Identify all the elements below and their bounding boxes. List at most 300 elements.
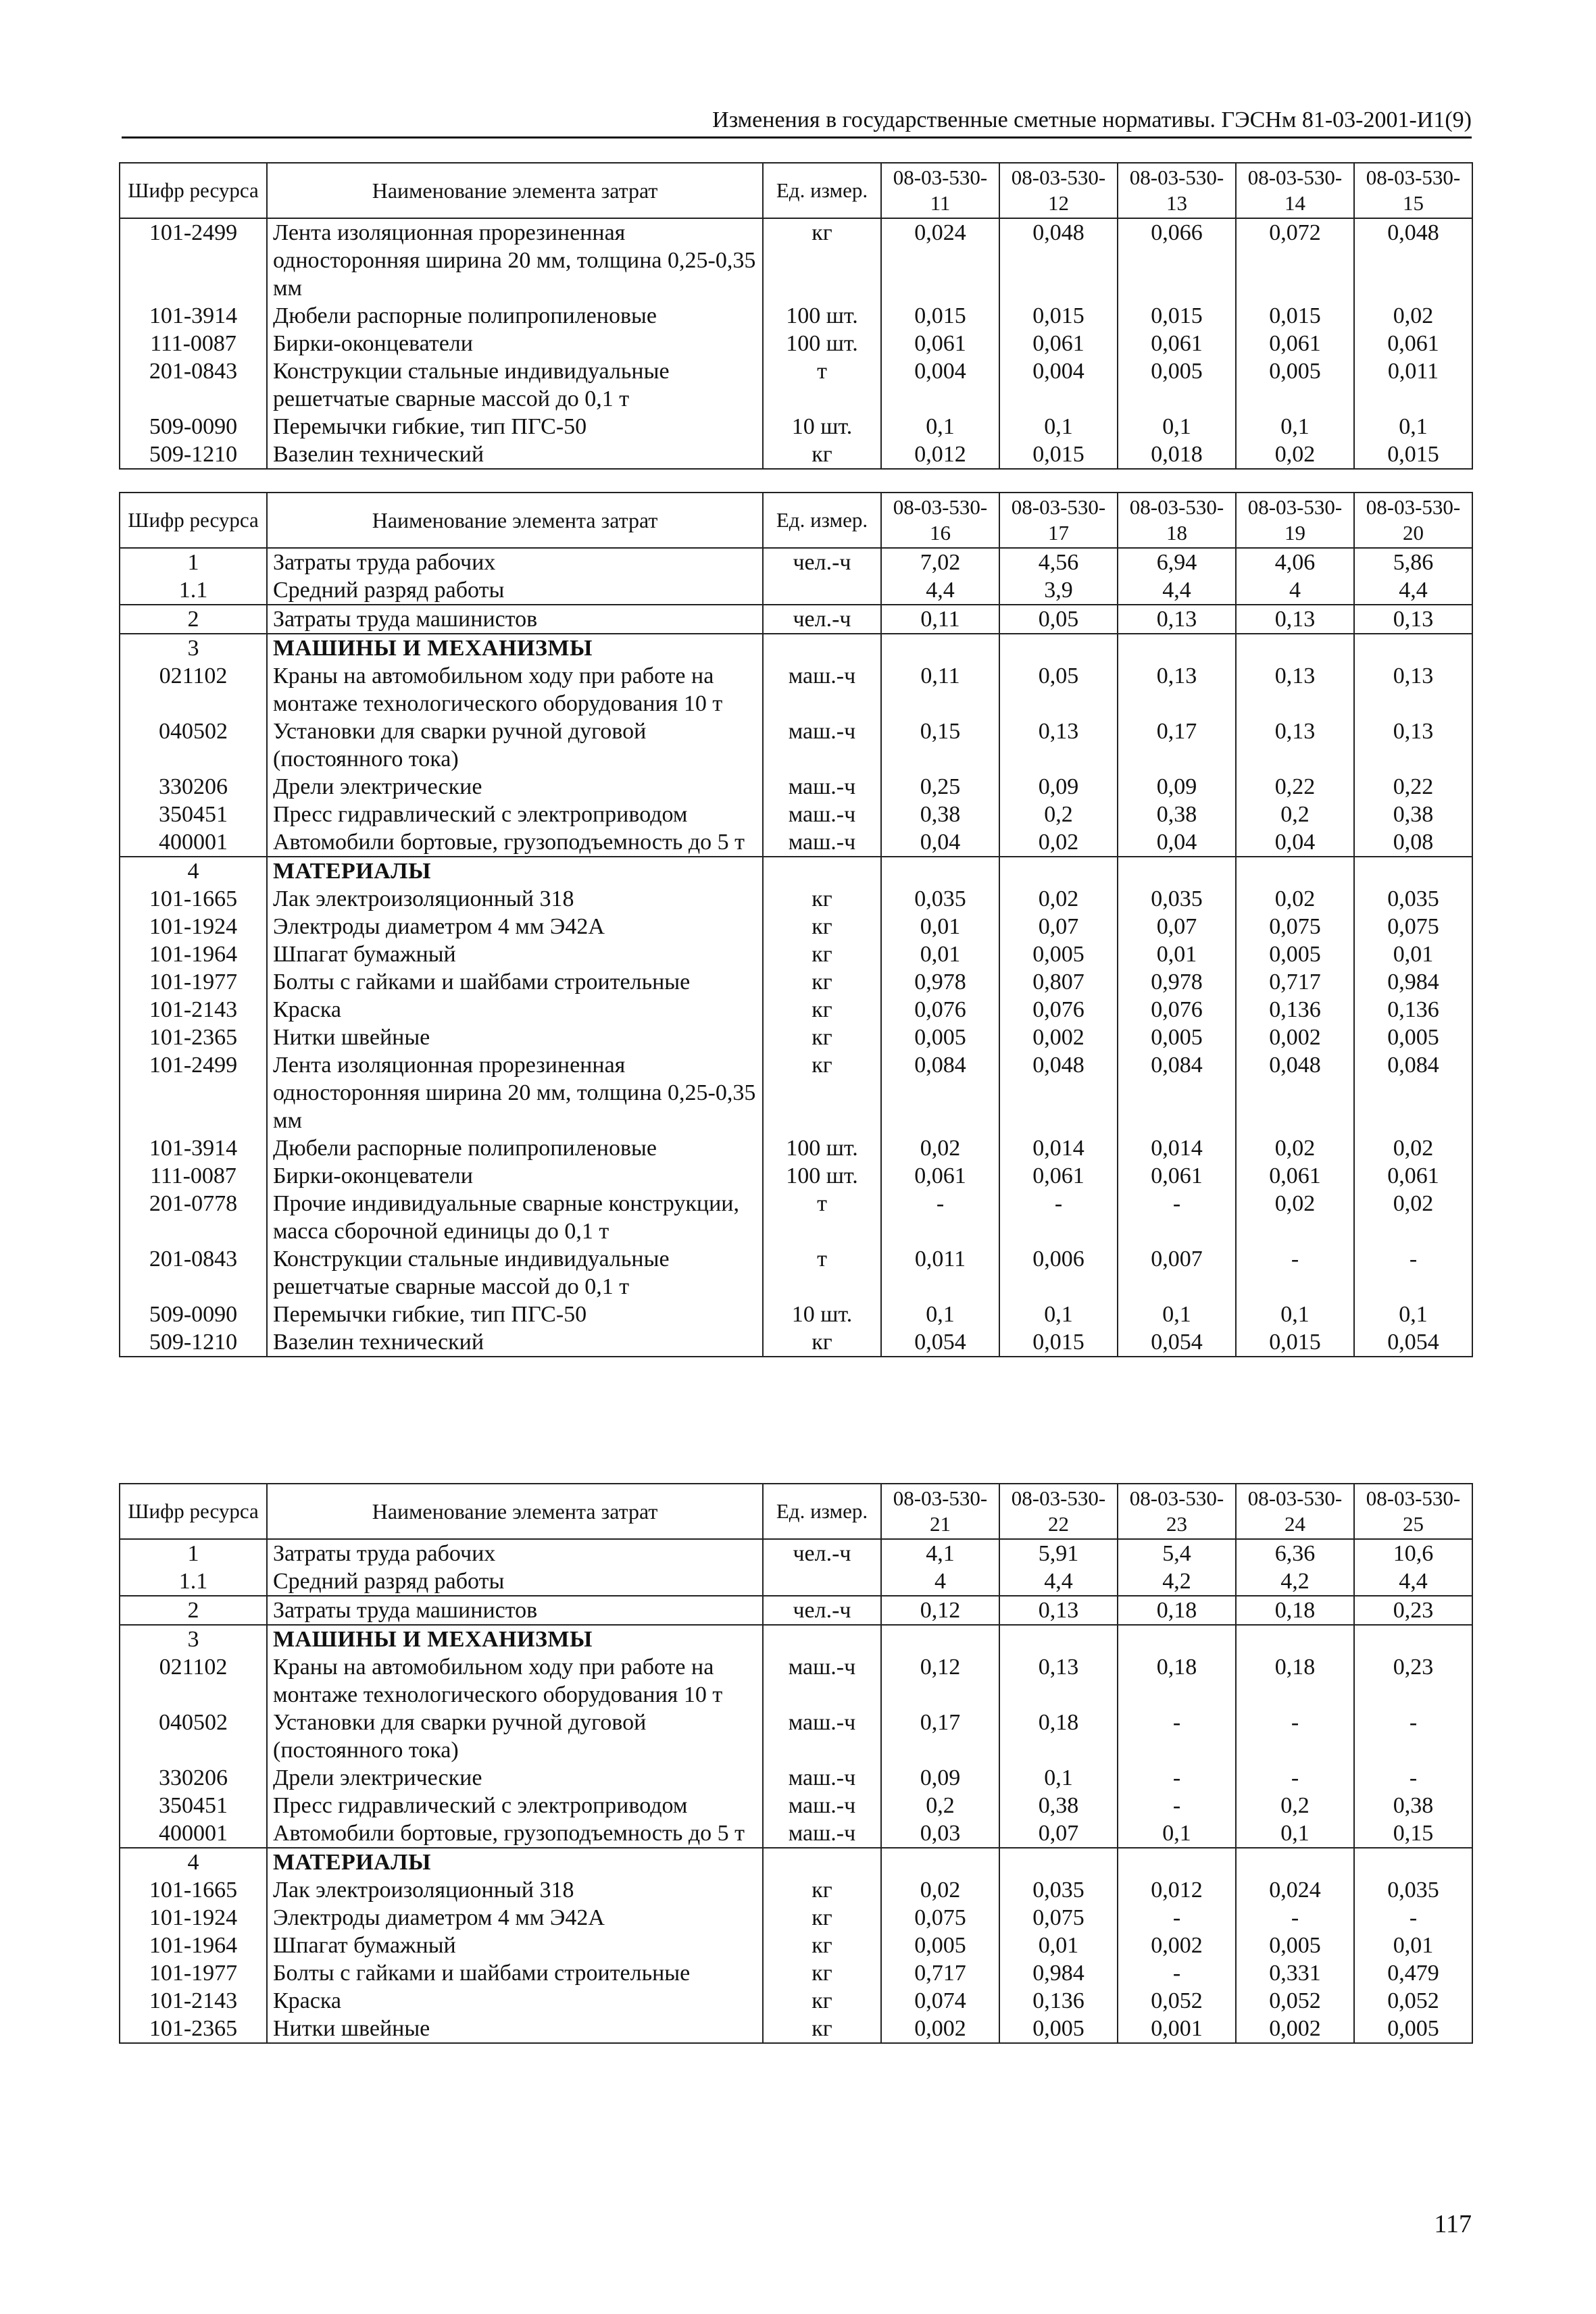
value-cell: 0,076: [1118, 996, 1236, 1024]
value-cell: 0,13: [1236, 662, 1354, 718]
value-cell: 0,04: [881, 828, 999, 857]
header-norm-code: 08-03-530-11: [881, 163, 999, 218]
value-cell: 4,4: [1354, 576, 1472, 605]
table-row: [120, 1134, 1472, 1162]
header-norm-code: 08-03-530-19: [1236, 493, 1354, 548]
value-cell: 0,061: [1236, 1162, 1354, 1190]
value-cell: 0,015: [1118, 302, 1236, 330]
table-row: [120, 1051, 1472, 1134]
unit-cell: кг: [763, 913, 881, 940]
unit-cell: 100 шт.: [763, 302, 881, 330]
value-cell: 0,005: [1354, 1024, 1472, 1051]
value-cell: 0,978: [881, 968, 999, 996]
value-cell: 0,02: [1236, 1134, 1354, 1162]
unit-cell: кг: [763, 2015, 881, 2043]
value-cell: 0,1: [1118, 1301, 1236, 1328]
table-row: [120, 1190, 1472, 1245]
header-norm-code: 08-03-530-17: [999, 493, 1118, 548]
unit-cell: кг: [763, 441, 881, 469]
value-cell: 0,006: [999, 1245, 1118, 1301]
value-cell: [1118, 1848, 1236, 1876]
value-cell: 4,1: [881, 1539, 999, 1567]
unit-cell: [763, 634, 881, 662]
table-row: [120, 801, 1472, 828]
value-cell: 0,035: [999, 1876, 1118, 1904]
value-cell: 0,1: [1354, 413, 1472, 441]
resource-name-cell: Краны на автомобильном ходу при работе на монтаже технологического оборудования 10 т: [267, 662, 763, 718]
resource-name-cell: МАТЕРИАЛЫ: [267, 1848, 763, 1876]
value-cell: [1354, 1848, 1472, 1876]
value-cell: [881, 1625, 999, 1653]
value-cell: 0,13: [1236, 605, 1354, 634]
value-cell: 0,084: [1118, 1051, 1236, 1134]
value-cell: 0,02: [999, 828, 1118, 857]
table-row: [120, 218, 1472, 302]
resource-name-cell: Конструкции стальные индивидуальные решетчатые сварные массой до 0,1 т: [267, 1245, 763, 1301]
page-header: Изменения в государственные сметные нормативы. ГЭСНм 81-03-2001-И1(9): [122, 107, 1472, 139]
unit-cell: [763, 1567, 881, 1596]
value-cell: -: [1118, 1959, 1236, 1987]
value-cell: 0,054: [1354, 1328, 1472, 1357]
unit-cell: т: [763, 1245, 881, 1301]
value-cell: 0,13: [1118, 662, 1236, 718]
value-cell: 4,56: [999, 548, 1118, 576]
resource-name-cell: Средний разряд работы: [267, 576, 763, 605]
value-cell: -: [1354, 1904, 1472, 1932]
table-row: [120, 996, 1472, 1024]
value-cell: 0,1: [1236, 1819, 1354, 1848]
resource-name-cell: Перемычки гибкие, тип ПГС-50: [267, 1301, 763, 1328]
value-cell: 4,4: [881, 576, 999, 605]
value-cell: 0,38: [999, 1792, 1118, 1819]
value-cell: 0,005: [1236, 357, 1354, 413]
page-number: 117: [1434, 2210, 1472, 2238]
table-row: [120, 1792, 1472, 1819]
resource-code-cell: 111-0087: [120, 330, 267, 357]
resource-code-cell: 201-0843: [120, 357, 267, 413]
value-cell: 0,061: [1354, 1162, 1472, 1190]
norms-table-3: [119, 1483, 1473, 2044]
table-row: [120, 357, 1472, 413]
table-row: [120, 968, 1472, 996]
value-cell: 0,02: [881, 1876, 999, 1904]
value-cell: 0,1: [881, 1301, 999, 1328]
unit-cell: маш.-ч: [763, 1764, 881, 1792]
value-cell: 0,061: [999, 1162, 1118, 1190]
unit-cell: 100 шт.: [763, 330, 881, 357]
resource-name-cell: Затраты труда рабочих: [267, 548, 763, 576]
value-cell: 4,2: [1236, 1567, 1354, 1596]
value-cell: 0,25: [881, 773, 999, 801]
value-cell: 0,15: [881, 718, 999, 773]
value-cell: 0,002: [1236, 1024, 1354, 1051]
value-cell: 0,11: [881, 605, 999, 634]
value-cell: -: [1236, 1764, 1354, 1792]
header-norm-code: 08-03-530-18: [1118, 493, 1236, 548]
resource-name-cell: Затраты труда машинистов: [267, 605, 763, 634]
resource-name-cell: Шпагат бумажный: [267, 940, 763, 968]
value-cell: 0,13: [1354, 662, 1472, 718]
value-cell: 0,011: [1354, 357, 1472, 413]
value-cell: 0,18: [1236, 1596, 1354, 1625]
resource-name-cell: Электроды диаметром 4 мм Э42А: [267, 913, 763, 940]
value-cell: 0,23: [1354, 1596, 1472, 1625]
value-cell: 0,035: [1118, 885, 1236, 913]
resource-name-cell: Лента изоляционная прорезиненная односторонняя ширина 20 мм, толщина 0,25-0,35 мм: [267, 218, 763, 302]
value-cell: 0,012: [1118, 1876, 1236, 1904]
value-cell: 0,2: [1236, 801, 1354, 828]
value-cell: -: [1118, 1904, 1236, 1932]
value-cell: 10,6: [1354, 1539, 1472, 1567]
value-cell: 0,072: [1236, 218, 1354, 302]
value-cell: [999, 1625, 1118, 1653]
resource-name-cell: Краска: [267, 996, 763, 1024]
value-cell: 0,005: [1236, 1932, 1354, 1959]
unit-cell: [763, 857, 881, 885]
resource-name-cell: Пресс гидравлический с электроприводом: [267, 801, 763, 828]
value-cell: [1354, 634, 1472, 662]
value-cell: 0,015: [999, 302, 1118, 330]
value-cell: 0,22: [1236, 773, 1354, 801]
resource-name-cell: Электроды диаметром 4 мм Э42А: [267, 1904, 763, 1932]
unit-cell: кг: [763, 1932, 881, 1959]
table-row: [120, 1709, 1472, 1764]
resource-code-cell: 3: [120, 1625, 267, 1653]
resource-code-cell: 101-1964: [120, 940, 267, 968]
resource-code-cell: 201-0778: [120, 1190, 267, 1245]
value-cell: -: [1236, 1904, 1354, 1932]
value-cell: 0,048: [1236, 1051, 1354, 1134]
resource-code-cell: 330206: [120, 1764, 267, 1792]
value-cell: 0,02: [1354, 302, 1472, 330]
value-cell: [1236, 1848, 1354, 1876]
unit-cell: чел.-ч: [763, 1596, 881, 1625]
value-cell: 0,01: [1118, 940, 1236, 968]
header-norm-code: 08-03-530-16: [881, 493, 999, 548]
unit-cell: кг: [763, 968, 881, 996]
unit-cell: кг: [763, 218, 881, 302]
table-row: [120, 940, 1472, 968]
resource-code-cell: 350451: [120, 801, 267, 828]
value-cell: 0,015: [999, 1328, 1118, 1357]
value-cell: 0,075: [1236, 913, 1354, 940]
unit-cell: маш.-ч: [763, 1819, 881, 1848]
value-cell: -: [1118, 1764, 1236, 1792]
value-cell: 0,807: [999, 968, 1118, 996]
value-cell: 0,002: [1236, 2015, 1354, 2043]
table-row: [120, 1848, 1472, 1876]
unit-cell: т: [763, 1190, 881, 1245]
value-cell: -: [1354, 1709, 1472, 1764]
unit-cell: 10 шт.: [763, 413, 881, 441]
unit-cell: маш.-ч: [763, 718, 881, 773]
value-cell: 0,479: [1354, 1959, 1472, 1987]
resource-code-cell: 040502: [120, 1709, 267, 1764]
table-row: [120, 662, 1472, 718]
value-cell: -: [1118, 1792, 1236, 1819]
value-cell: 0,066: [1118, 218, 1236, 302]
table-row: [120, 885, 1472, 913]
value-cell: 0,07: [999, 1819, 1118, 1848]
value-cell: 0,084: [881, 1051, 999, 1134]
resource-code-cell: 1.1: [120, 1567, 267, 1596]
resource-name-cell: Затраты труда машинистов: [267, 1596, 763, 1625]
value-cell: 0,38: [1354, 801, 1472, 828]
table-row: [120, 1301, 1472, 1328]
value-cell: [881, 634, 999, 662]
table-row: [120, 576, 1472, 605]
value-cell: 0,38: [1118, 801, 1236, 828]
value-cell: 0,984: [1354, 968, 1472, 996]
header-norm-code: 08-03-530-20: [1354, 493, 1472, 548]
resource-name-cell: Пресс гидравлический с электроприводом: [267, 1792, 763, 1819]
value-cell: 7,02: [881, 548, 999, 576]
value-cell: 0,07: [999, 913, 1118, 940]
value-cell: 0,978: [1118, 968, 1236, 996]
resource-name-cell: Шпагат бумажный: [267, 1932, 763, 1959]
resource-code-cell: 021102: [120, 662, 267, 718]
value-cell: 0,13: [999, 718, 1118, 773]
value-cell: 5,4: [1118, 1539, 1236, 1567]
unit-cell: кг: [763, 1904, 881, 1932]
resource-name-cell: Бирки-оконцеватели: [267, 1162, 763, 1190]
resource-code-cell: 509-1210: [120, 441, 267, 469]
value-cell: 0,014: [999, 1134, 1118, 1162]
table-row: [120, 773, 1472, 801]
unit-cell: кг: [763, 885, 881, 913]
value-cell: 0,035: [881, 885, 999, 913]
resource-code-cell: 101-1665: [120, 885, 267, 913]
value-cell: [881, 857, 999, 885]
unit-cell: чел.-ч: [763, 605, 881, 634]
value-cell: 0,076: [999, 996, 1118, 1024]
value-cell: 3,9: [999, 576, 1118, 605]
resource-name-cell: Краска: [267, 1987, 763, 2015]
value-cell: 4: [881, 1567, 999, 1596]
value-cell: 0,074: [881, 1987, 999, 2015]
resource-code-cell: 400001: [120, 828, 267, 857]
resource-name-cell: Вазелин технический: [267, 441, 763, 469]
value-cell: 4,4: [999, 1567, 1118, 1596]
value-cell: 0,2: [999, 801, 1118, 828]
value-cell: 0,1: [1118, 1819, 1236, 1848]
header-norm-code: 08-03-530-25: [1354, 1484, 1472, 1539]
resource-name-cell: Лак электроизоляционный 318: [267, 1876, 763, 1904]
table-row: [120, 828, 1472, 857]
value-cell: 0,136: [1354, 996, 1472, 1024]
table-row: [120, 634, 1472, 662]
value-cell: 0,1: [999, 1764, 1118, 1792]
resource-name-cell: Дрели электрические: [267, 1764, 763, 1792]
header-norm-code: 08-03-530-15: [1354, 163, 1472, 218]
resource-code-cell: 3: [120, 634, 267, 662]
resource-code-cell: 101-2143: [120, 1987, 267, 2015]
resource-code-cell: 101-1964: [120, 1932, 267, 1959]
value-cell: 0,061: [881, 330, 999, 357]
header-norm-code: 08-03-530-22: [999, 1484, 1118, 1539]
resource-name-cell: Нитки швейные: [267, 2015, 763, 2043]
value-cell: 0,136: [1236, 996, 1354, 1024]
resource-name-cell: Конструкции стальные индивидуальные решетчатые сварные массой до 0,1 т: [267, 357, 763, 413]
resource-name-cell: Бирки-оконцеватели: [267, 330, 763, 357]
value-cell: 0,12: [881, 1653, 999, 1709]
value-cell: 0,002: [1118, 1932, 1236, 1959]
norms-table-2: [119, 492, 1473, 1357]
value-cell: 0,005: [999, 2015, 1118, 2043]
table-row: [120, 1932, 1472, 1959]
resource-code-cell: 4: [120, 857, 267, 885]
value-cell: 0,002: [881, 2015, 999, 2043]
resource-code-cell: 101-3914: [120, 1134, 267, 1162]
value-cell: 0,005: [1236, 940, 1354, 968]
value-cell: [881, 1848, 999, 1876]
value-cell: 0,002: [999, 1024, 1118, 1051]
unit-cell: чел.-ч: [763, 1539, 881, 1567]
value-cell: 0,01: [881, 913, 999, 940]
table-row: [120, 1162, 1472, 1190]
value-cell: [999, 857, 1118, 885]
unit-cell: маш.-ч: [763, 662, 881, 718]
unit-cell: 100 шт.: [763, 1134, 881, 1162]
header-unit: Ед. измер.: [763, 163, 881, 218]
resource-code-cell: 2: [120, 605, 267, 634]
value-cell: 0,005: [999, 940, 1118, 968]
value-cell: 0,18: [1118, 1653, 1236, 1709]
value-cell: 0,015: [881, 302, 999, 330]
header-unit: Ед. измер.: [763, 1484, 881, 1539]
value-cell: 0,13: [999, 1596, 1118, 1625]
value-cell: 0,075: [881, 1904, 999, 1932]
unit-cell: чел.-ч: [763, 548, 881, 576]
table-row: [120, 1819, 1472, 1848]
resource-code-cell: 4: [120, 1848, 267, 1876]
value-cell: -: [999, 1190, 1118, 1245]
value-cell: 0,004: [999, 357, 1118, 413]
value-cell: 0,052: [1236, 1987, 1354, 2015]
value-cell: 0,38: [881, 801, 999, 828]
value-cell: 0,01: [1354, 1932, 1472, 1959]
unit-cell: кг: [763, 1959, 881, 1987]
unit-cell: маш.-ч: [763, 801, 881, 828]
value-cell: 0,02: [1236, 1190, 1354, 1245]
value-cell: 0,1: [1354, 1301, 1472, 1328]
value-cell: 0,007: [1118, 1245, 1236, 1301]
table-row: [120, 1245, 1472, 1301]
value-cell: [1236, 634, 1354, 662]
table-row: [120, 1876, 1472, 1904]
value-cell: 0,005: [881, 1932, 999, 1959]
resource-code-cell: 101-1665: [120, 1876, 267, 1904]
resource-name-cell: Дюбели распорные полипропиленовые: [267, 302, 763, 330]
value-cell: 0,015: [1236, 1328, 1354, 1357]
resource-name-cell: Прочие индивидуальные сварные конструкции, масса сборочной единицы до 0,1 т: [267, 1190, 763, 1245]
table-row: [120, 1596, 1472, 1625]
value-cell: -: [1118, 1709, 1236, 1764]
value-cell: 0,061: [1118, 1162, 1236, 1190]
value-cell: 0,005: [1118, 1024, 1236, 1051]
value-cell: 0,18: [1236, 1653, 1354, 1709]
value-cell: 0,075: [999, 1904, 1118, 1932]
value-cell: 0,024: [1236, 1876, 1354, 1904]
value-cell: 0,011: [881, 1245, 999, 1301]
table-row: [120, 302, 1472, 330]
resource-name-cell: Вазелин технический: [267, 1328, 763, 1357]
value-cell: 0,054: [881, 1328, 999, 1357]
resource-name-cell: Нитки швейные: [267, 1024, 763, 1051]
value-cell: 0,01: [1354, 940, 1472, 968]
value-cell: [999, 1848, 1118, 1876]
resource-code-cell: 101-2365: [120, 1024, 267, 1051]
table-row: [120, 330, 1472, 357]
value-cell: [1354, 1625, 1472, 1653]
table-row: [120, 1328, 1472, 1357]
resource-name-cell: Перемычки гибкие, тип ПГС-50: [267, 413, 763, 441]
value-cell: 0,015: [1354, 441, 1472, 469]
value-cell: -: [881, 1190, 999, 1245]
resource-name-cell: Затраты труда рабочих: [267, 1539, 763, 1567]
value-cell: 0,15: [1354, 1819, 1472, 1848]
value-cell: 0,1: [881, 413, 999, 441]
header-norm-code: 08-03-530-13: [1118, 163, 1236, 218]
header-norm-code: 08-03-530-24: [1236, 1484, 1354, 1539]
resource-name-cell: Автомобили бортовые, грузоподъемность до 5 т: [267, 828, 763, 857]
resource-code-cell: 040502: [120, 718, 267, 773]
value-cell: [1236, 857, 1354, 885]
unit-cell: 100 шт.: [763, 1162, 881, 1190]
resource-code-cell: 101-1977: [120, 1959, 267, 1987]
value-cell: 0,02: [1236, 441, 1354, 469]
value-cell: 0,13: [1118, 605, 1236, 634]
resource-name-cell: Болты с гайками и шайбами строительные: [267, 968, 763, 996]
resource-code-cell: 509-1210: [120, 1328, 267, 1357]
table-row: [120, 548, 1472, 576]
resource-name-cell: Автомобили бортовые, грузоподъемность до 5 т: [267, 1819, 763, 1848]
value-cell: 0,07: [1118, 913, 1236, 940]
value-cell: -: [1354, 1245, 1472, 1301]
value-cell: -: [1118, 1190, 1236, 1245]
header-norm-code: 08-03-530-23: [1118, 1484, 1236, 1539]
value-cell: 0,22: [1354, 773, 1472, 801]
value-cell: 0,004: [881, 357, 999, 413]
unit-cell: кг: [763, 1987, 881, 2015]
table-row: [120, 1539, 1472, 1567]
value-cell: 6,94: [1118, 548, 1236, 576]
value-cell: 0,984: [999, 1959, 1118, 1987]
value-cell: -: [1354, 1764, 1472, 1792]
resource-code-cell: 1: [120, 1539, 267, 1567]
value-cell: 0,38: [1354, 1792, 1472, 1819]
unit-cell: маш.-ч: [763, 1653, 881, 1709]
value-cell: [999, 634, 1118, 662]
resource-name-cell: МАШИНЫ И МЕХАНИЗМЫ: [267, 1625, 763, 1653]
resource-code-cell: 350451: [120, 1792, 267, 1819]
value-cell: 0,1: [1118, 413, 1236, 441]
table-row: [120, 1625, 1472, 1653]
resource-name-cell: МАТЕРИАЛЫ: [267, 857, 763, 885]
value-cell: 0,084: [1354, 1051, 1472, 1134]
value-cell: 0,04: [1118, 828, 1236, 857]
value-cell: 0,1: [999, 413, 1118, 441]
value-cell: 0,09: [881, 1764, 999, 1792]
value-cell: 0,09: [1118, 773, 1236, 801]
value-cell: 0,014: [1118, 1134, 1236, 1162]
resource-code-cell: 101-1924: [120, 913, 267, 940]
value-cell: 0,13: [1354, 605, 1472, 634]
value-cell: 0,015: [1236, 302, 1354, 330]
unit-cell: кг: [763, 940, 881, 968]
resource-code-cell: 2: [120, 1596, 267, 1625]
value-cell: 0,23: [1354, 1653, 1472, 1709]
